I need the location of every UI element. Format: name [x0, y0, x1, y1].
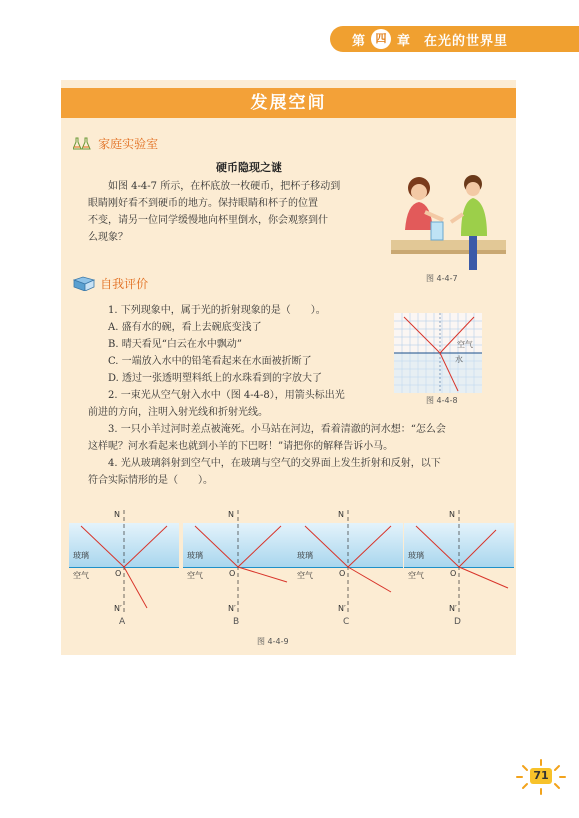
- glass-label: 玻璃: [408, 551, 424, 560]
- page-number: 71: [530, 768, 552, 784]
- chapter-suffix: 章: [397, 33, 411, 49]
- normal-label-bottom: N′: [338, 604, 346, 613]
- coin-experiment-illustration: [391, 170, 506, 272]
- question-line: 2. 一束光从空气射入水中（图 4-4-8），用箭头标出光: [108, 390, 345, 401]
- normal-label-bottom: N′: [449, 604, 457, 613]
- option-label-d: D: [454, 617, 461, 627]
- book-icon: [73, 276, 95, 291]
- diagram-b: [183, 508, 293, 614]
- experiment-line: 眼睛刚好看不到硬币的地方。保持眼睛和杯子的位置: [88, 198, 318, 209]
- experiment-line: 如图 4-4-7 所示，在杯底放一枚硬币，把杯子移动到: [108, 181, 341, 192]
- air-label: 空气: [408, 571, 424, 580]
- home-lab-section-header: [73, 133, 158, 152]
- home-lab-title: 家庭实验室: [98, 137, 159, 151]
- panel-title: 发展空间: [61, 88, 516, 118]
- figure-448-caption: 图 4-4-8: [426, 396, 458, 405]
- question-line: 1. 下列现象中，属于光的折射现象的是（ ）。: [108, 305, 326, 316]
- experiment-line: 不变，请另一位同学缓慢地向杯里倒水，你会观察到什: [88, 215, 328, 226]
- diagram-d: [404, 508, 514, 614]
- origin-label: O: [339, 569, 346, 578]
- fig-448-water-label: 水: [455, 355, 463, 364]
- glass-label: 玻璃: [187, 551, 203, 560]
- option-label-a: A: [119, 617, 126, 627]
- refraction-grid-figure: [394, 313, 482, 393]
- question-line: 符合实际情形的是（ ）。: [88, 475, 213, 486]
- experiment-text: [88, 178, 388, 246]
- self-eval-section-header: [73, 273, 148, 292]
- figure-447-caption: 图 4-4-7: [426, 274, 458, 283]
- air-label: 空气: [297, 571, 313, 580]
- option-b: B. 晴天看见“白云在水中飘动”: [108, 339, 242, 350]
- chapter-number-badge: 四: [371, 29, 391, 49]
- experiment-line: 么现象？: [88, 232, 128, 243]
- option-label-b: B: [233, 617, 240, 627]
- diagram-a: [69, 508, 179, 614]
- chapter-banner: [330, 26, 579, 52]
- normal-label-top: N: [449, 510, 455, 519]
- questions-1-2: [88, 302, 408, 421]
- normal-label-top: N: [228, 510, 234, 519]
- normal-label-bottom: N′: [114, 604, 122, 613]
- origin-label: O: [229, 569, 236, 578]
- option-c: C. 一端放入水中的铅笔看起来在水面被折断了: [108, 356, 312, 367]
- figure-449-caption: 图 4-4-9: [257, 637, 289, 646]
- chapter-prefix: 第: [352, 33, 366, 49]
- air-label: 空气: [73, 571, 89, 580]
- chapter-title: 在光的世界里: [424, 33, 509, 49]
- option-d: D. 透过一张透明塑料纸上的水珠看到的字放大了: [108, 373, 323, 384]
- question-line: 3. 一只小羊过河时差点被淹死。小马站在河边，看着清澈的河水想：“怎么会: [108, 424, 446, 435]
- question-line: 4. 光从玻璃斜射到空气中，在玻璃与空气的交界面上发生折射和反射，以下: [108, 458, 441, 469]
- normal-label-bottom: N′: [228, 604, 236, 613]
- glass-label: 玻璃: [73, 551, 89, 560]
- flask-icon: [73, 137, 93, 151]
- option-a: A. 盛有水的碗，看上去碗底变浅了: [108, 322, 262, 333]
- questions-3-4: [88, 421, 508, 489]
- option-label-c: C: [343, 617, 350, 627]
- experiment-heading: 硬币隐现之谜: [216, 161, 282, 174]
- development-space-panel: [61, 80, 516, 655]
- normal-label-top: N: [114, 510, 120, 519]
- question-line: 这样呢？河水看起来也就到小羊的下巴呀！”请把你的解释告诉小马。: [88, 441, 394, 452]
- origin-label: O: [115, 569, 122, 578]
- normal-label-top: N: [338, 510, 344, 519]
- glass-label: 玻璃: [297, 551, 313, 560]
- fig-448-air-label: 空气: [457, 340, 473, 349]
- question-line: 前进的方向，注明入射光线和折射光线。: [88, 407, 268, 418]
- diagram-c: [293, 508, 403, 614]
- origin-label: O: [450, 569, 457, 578]
- self-eval-title: 自我评价: [100, 277, 149, 291]
- air-label: 空气: [187, 571, 203, 580]
